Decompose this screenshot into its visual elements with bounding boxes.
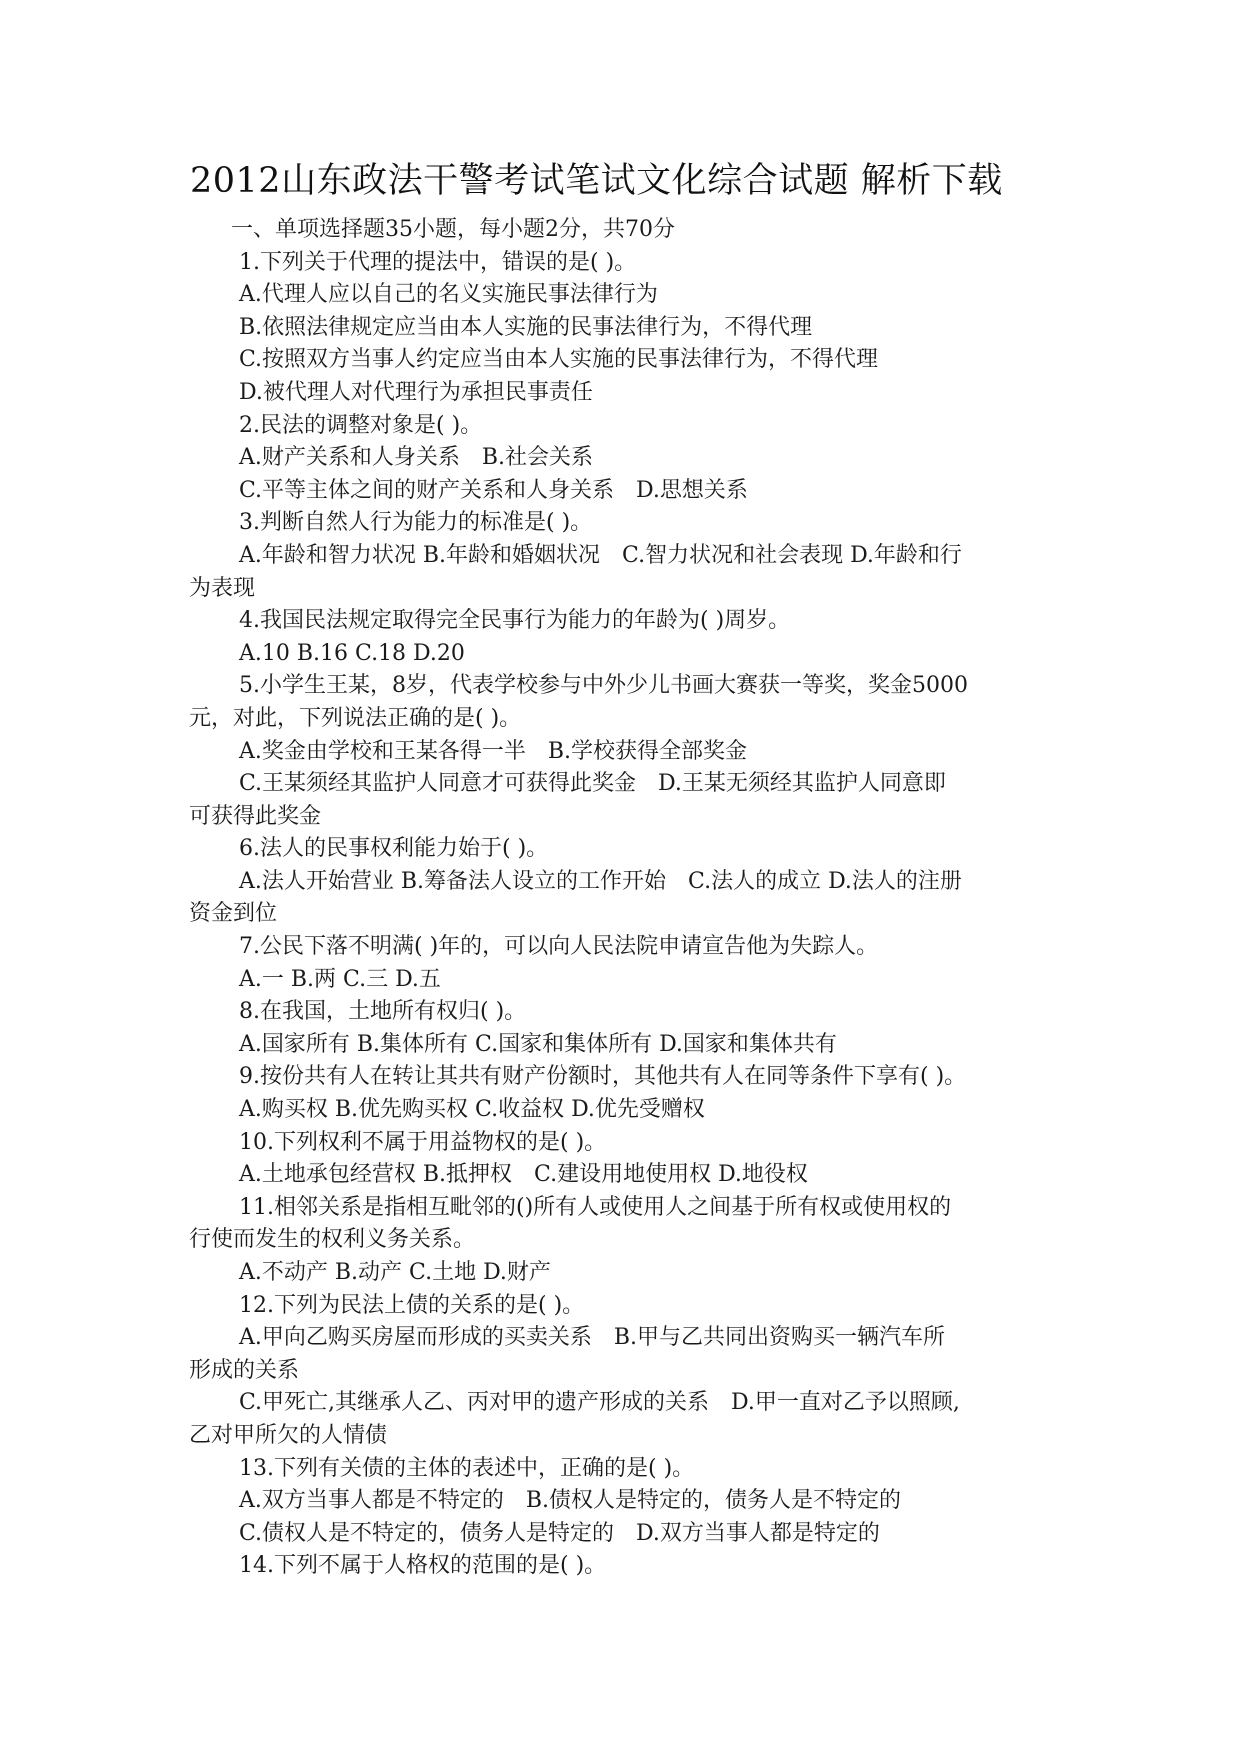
text-line: C.甲死亡,其继承人乙、丙对甲的遗产形成的关系 D.甲一直对乙予以照顾, bbox=[239, 1390, 960, 1416]
text-line: 7.公民下落不明满( )年的，可以向人民法院申请宣告他为失踪人。 bbox=[239, 934, 879, 960]
text-line: C.按照双方当事人约定应当由本人实施的民事法律行为，不得代理 bbox=[239, 347, 879, 373]
text-line: D.被代理人对代理行为承担民事责任 bbox=[239, 379, 593, 405]
text-line: A.代理人应以自己的名义实施民事法律行为 bbox=[239, 282, 658, 308]
section-heading: 一、单项选择题35小题，每小题2分，共70分 bbox=[231, 217, 675, 242]
text-line: A.奖金由学校和王某各得一半 B.学校获得全部奖金 bbox=[239, 738, 748, 764]
page-title: 2012山东政法干警考试笔试文化综合试题 解析下载 bbox=[190, 161, 1003, 201]
text-line: C.平等主体之间的财产关系和人身关系 D.思想关系 bbox=[239, 477, 748, 503]
text-line: 8.在我国，土地所有权归( )。 bbox=[239, 999, 527, 1025]
text-line: 3.判断自然人行为能力的标准是( )。 bbox=[239, 510, 593, 536]
text-line: 13.下列有关债的主体的表述中，正确的是( )。 bbox=[239, 1455, 695, 1481]
text-line: 11.相邻关系是指相互毗邻的()所有人或使用人之间基于所有权或使用权的 bbox=[239, 1194, 952, 1220]
text-line: C.王某须经其监护人同意才可获得此奖金 D.王某无须经其监护人同意即 bbox=[239, 771, 946, 797]
text-line: C.债权人是不特定的，债务人是特定的 D.双方当事人都是特定的 bbox=[239, 1520, 880, 1546]
text-line: A.法人开始营业 B.筹备法人设立的工作开始 C.法人的成立 D.法人的注册 bbox=[239, 868, 962, 894]
text-line: B.依照法律规定应当由本人实施的民事法律行为，不得代理 bbox=[239, 314, 813, 340]
text-line: 乙对甲所欠的人情债 bbox=[189, 1422, 388, 1448]
text-line: 1.下列关于代理的提法中，错误的是( )。 bbox=[239, 249, 637, 275]
text-line: A.购买权 B.优先购买权 C.收益权 D.优先受赠权 bbox=[239, 1097, 705, 1123]
text-line: A.双方当事人都是不特定的 B.债权人是特定的，债务人是不特定的 bbox=[239, 1488, 902, 1514]
text-line: 14.下列不属于人格权的范围的是( )。 bbox=[239, 1553, 607, 1579]
text-line: A.甲向乙购买房屋而形成的买卖关系 B.甲与乙共同出资购买一辆汽车所 bbox=[239, 1325, 946, 1351]
text-line: A.土地承包经营权 B.抵押权 C.建设用地使用权 D.地役权 bbox=[239, 1162, 808, 1188]
text-line: 4.我国民法规定取得完全民事行为能力的年龄为( )周岁。 bbox=[239, 608, 791, 634]
text-line: A.不动产 B.动产 C.土地 D.财产 bbox=[239, 1260, 551, 1285]
text-line: 元，对此，下列说法正确的是( )。 bbox=[189, 705, 522, 731]
text-line: A.年龄和智力状况 B.年龄和婚姻状况 C.智力状况和社会表现 D.年龄和行 bbox=[239, 542, 962, 568]
text-line: 12.下列为民法上债的关系的是( )。 bbox=[239, 1292, 585, 1318]
text-line: 行使而发生的权利义务关系。 bbox=[189, 1227, 476, 1253]
text-line: A.国家所有 B.集体所有 C.国家和集体所有 D.国家和集体共有 bbox=[239, 1031, 837, 1057]
text-line: 6.法人的民事权利能力始于( )。 bbox=[239, 836, 549, 862]
text-line: A.10 B.16 C.18 D.20 bbox=[239, 640, 465, 666]
text-line: A.财产关系和人身关系 B.社会关系 bbox=[239, 445, 594, 471]
document-body bbox=[189, 214, 1069, 1583]
text-line: 5.小学生王某，8岁，代表学校参与中外少儿书画大赛获一等奖，奖金5000 bbox=[239, 673, 968, 699]
text-line: 2.民法的调整对象是( )。 bbox=[239, 412, 483, 438]
text-line: 10.下列权利不属于用益物权的是( )。 bbox=[239, 1129, 607, 1155]
text-line: A.一 B.两 C.三 D.五 bbox=[239, 966, 441, 992]
text-line: 9.按份共有人在转让其共有财产份额时，其他共有人在同等条件下享有( )。 bbox=[239, 1064, 967, 1090]
text-line: 资金到位 bbox=[189, 901, 278, 927]
text-line: 可获得此奖金 bbox=[189, 803, 322, 829]
text-line: 形成的关系 bbox=[189, 1357, 300, 1383]
text-line: 为表现 bbox=[189, 575, 256, 601]
